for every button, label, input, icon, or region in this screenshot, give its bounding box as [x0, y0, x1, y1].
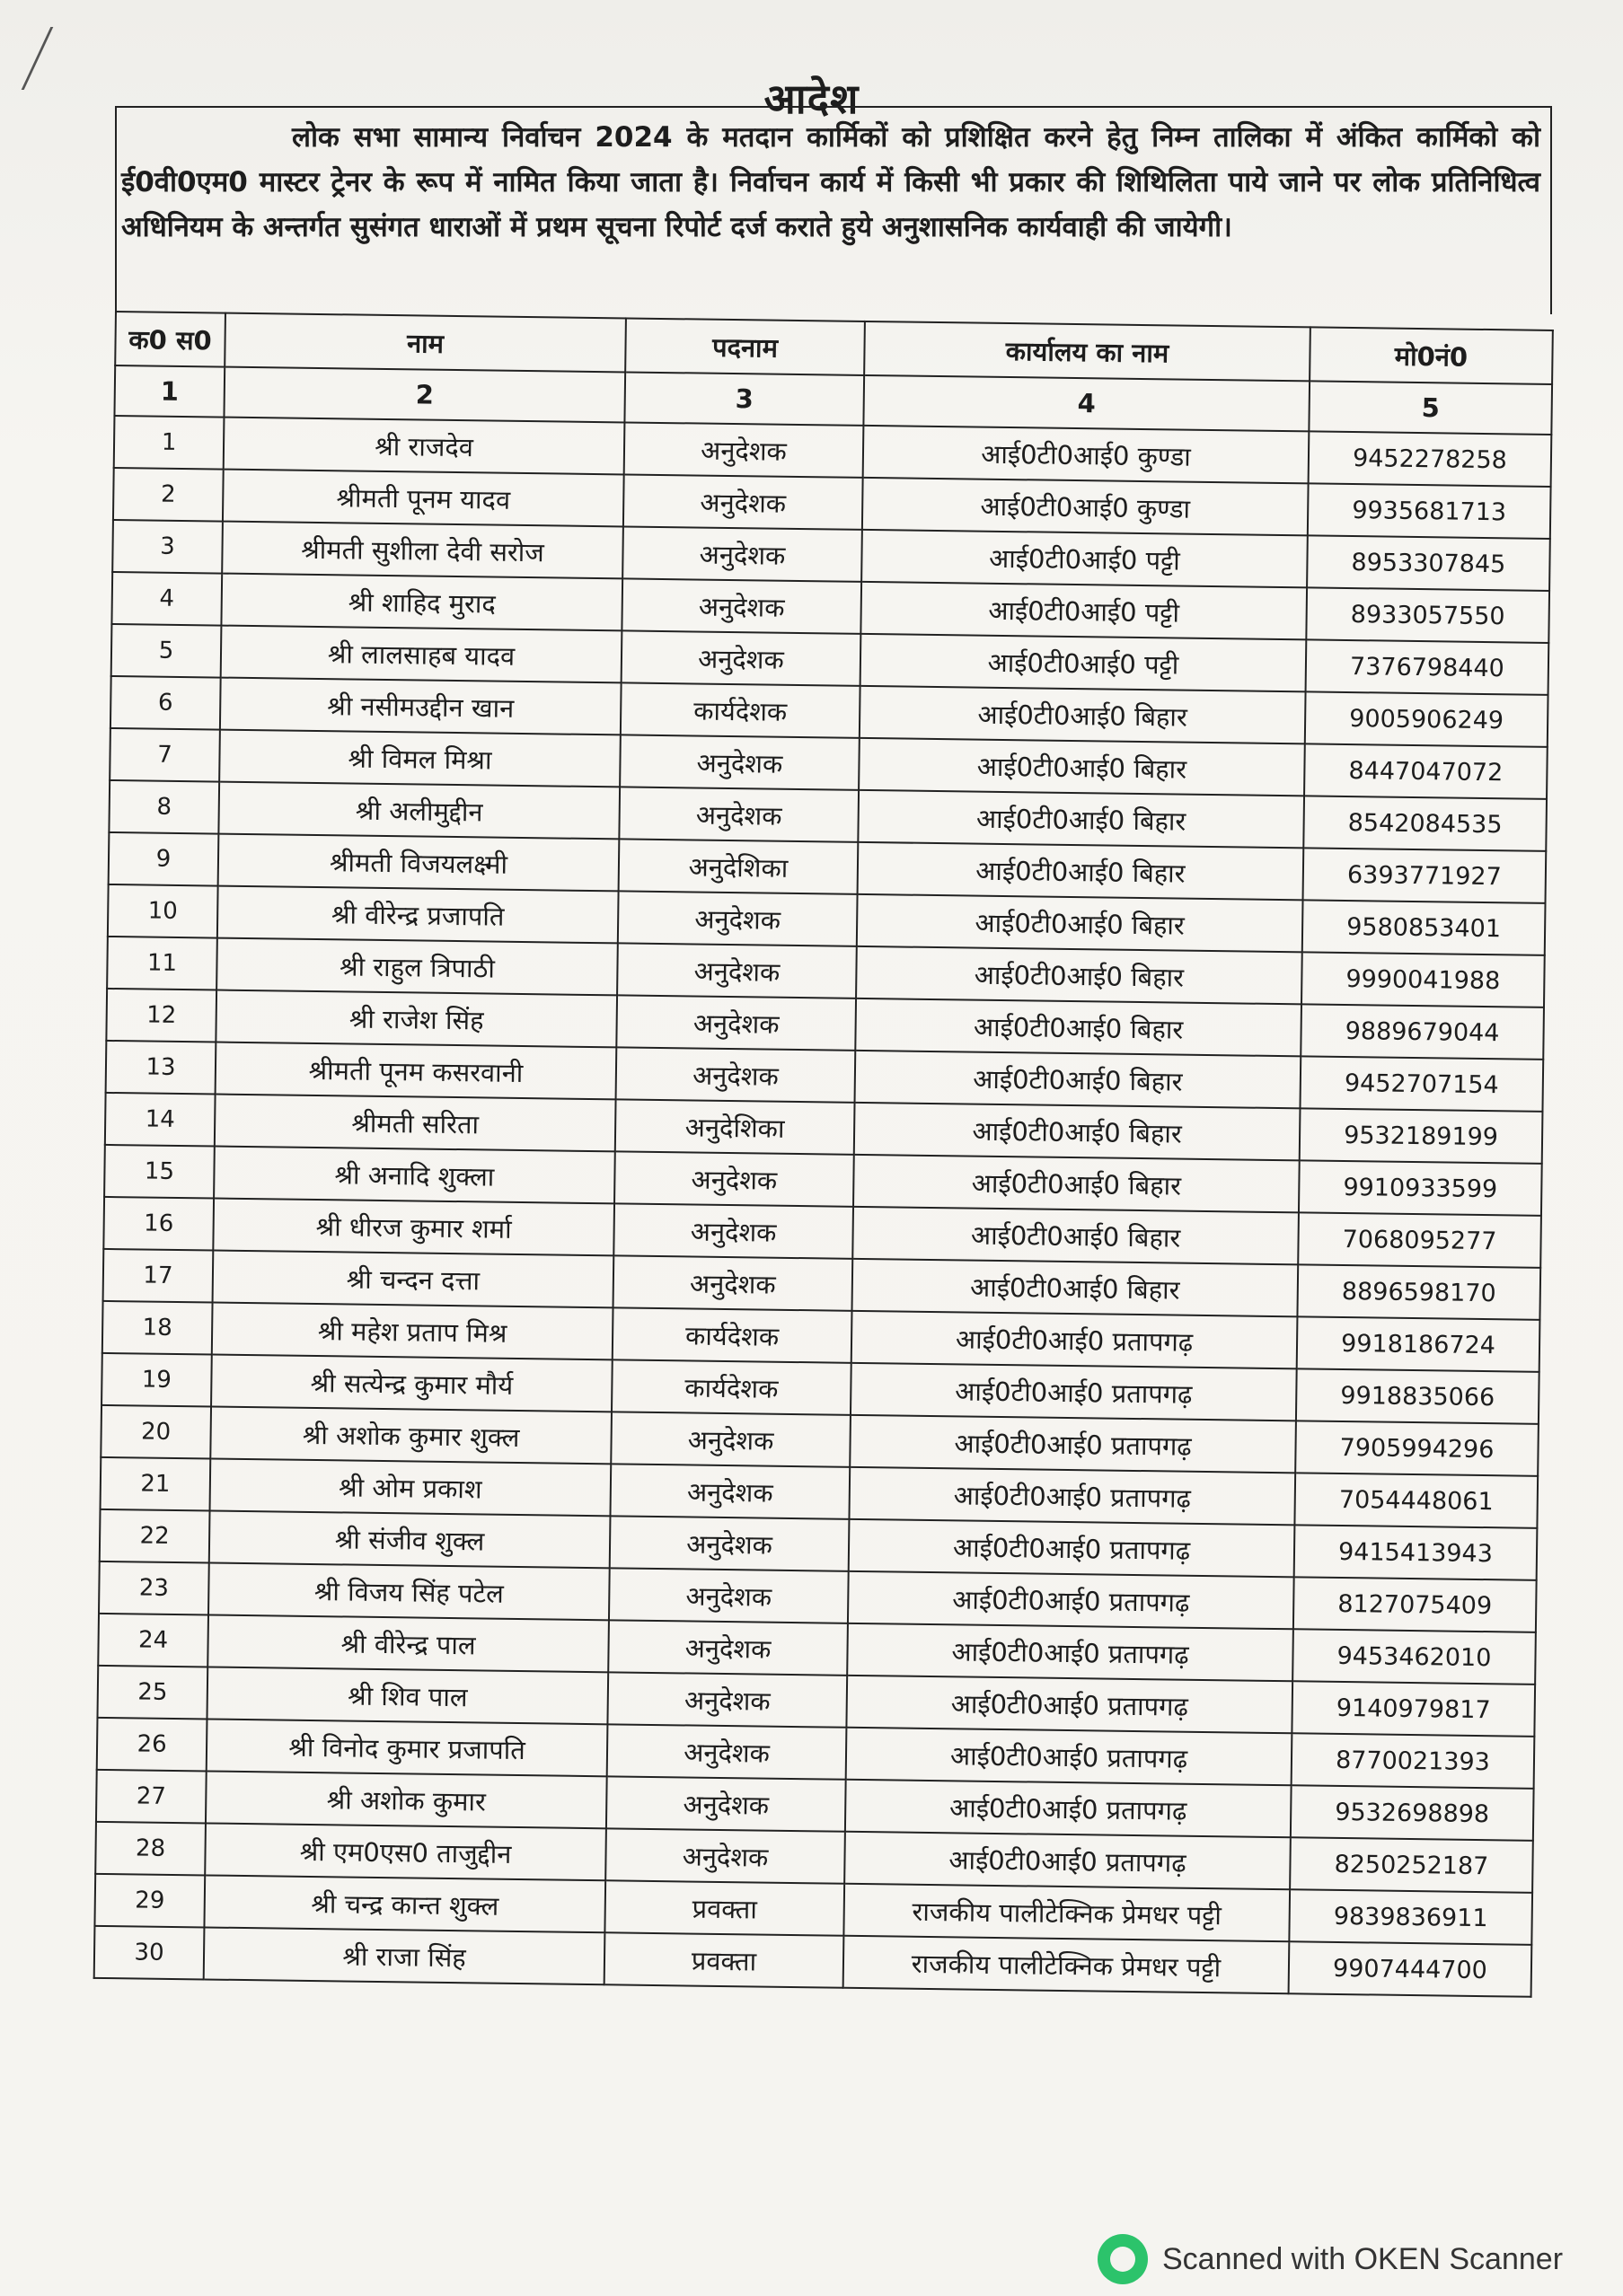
document-title: आदेश	[763, 75, 860, 123]
mobile-cell: 8896598170	[1297, 1264, 1540, 1320]
designation-cell: अनुदेशक	[614, 1151, 854, 1206]
designation-cell: अनुदेशक	[622, 578, 861, 633]
name-cell: श्री वीरेन्द्र प्रजापति	[217, 886, 619, 944]
serial-cell: 8	[109, 780, 219, 834]
trainer-table	[93, 311, 1554, 1998]
mobile-cell: 8542084535	[1303, 796, 1547, 851]
office-cell: आई0टी0आई0 बिहार	[852, 1207, 1299, 1264]
serial-cell: 1	[114, 416, 225, 470]
name-cell: श्रीमती सुशीला देवी सरोज	[222, 522, 623, 579]
office-cell: आई0टी0आई0 पट्टी	[860, 582, 1307, 639]
office-cell: आई0टी0आई0 बिहार	[854, 1103, 1301, 1160]
mobile-cell: 6393771927	[1303, 848, 1547, 903]
mobile-cell: 8933057550	[1306, 587, 1549, 643]
office-cell: आई0टी0आई0 बिहार	[858, 842, 1304, 900]
serial-cell: 2	[113, 468, 224, 522]
designation-cell: कार्यदेशक	[612, 1359, 851, 1414]
mobile-cell: 7068095277	[1298, 1212, 1541, 1268]
mobile-cell: 9453462010	[1292, 1629, 1536, 1685]
office-cell: आई0टी0आई0 प्रतापगढ़	[849, 1519, 1295, 1577]
designation-cell: अनुदेशक	[606, 1776, 846, 1831]
name-cell: श्री राजा सिंह	[204, 1927, 605, 1984]
serial-cell: 12	[106, 989, 216, 1042]
designation-cell: अनुदेशक	[623, 474, 863, 529]
serial-cell: 9	[109, 832, 219, 886]
office-cell: आई0टी0आई0 बिहार	[853, 1155, 1300, 1212]
name-cell: श्रीमती पूनम कसरवानी	[216, 1042, 617, 1100]
designation-cell: अनुदेशक	[613, 1255, 853, 1310]
header-name: नाम	[225, 313, 626, 373]
designation-cell: अनुदेशक	[605, 1828, 845, 1883]
mobile-cell: 7376798440	[1306, 639, 1549, 695]
serial-cell: 16	[103, 1197, 214, 1251]
serial-cell: 23	[99, 1561, 209, 1615]
serial-cell: 15	[104, 1145, 215, 1199]
serial-cell: 25	[97, 1666, 207, 1720]
office-cell: आई0टी0आई0 पट्टी	[860, 634, 1307, 691]
name-cell: श्री राजेश सिंह	[216, 990, 617, 1048]
serial-cell: 5	[111, 624, 222, 678]
name-cell: श्री धीरज कुमार शर्मा	[213, 1199, 614, 1256]
designation-cell: अनुदेशिका	[619, 839, 859, 893]
serial-cell: 24	[98, 1614, 208, 1667]
designation-cell: अनुदेशक	[610, 1464, 850, 1518]
mobile-cell: 7054448061	[1294, 1473, 1538, 1528]
office-cell: आई0टी0आई0 कुण्डा	[862, 478, 1309, 535]
office-cell: आई0टी0आई0 बिहार	[855, 998, 1301, 1056]
office-cell: आई0टी0आई0 बिहार	[856, 946, 1302, 1004]
office-cell: आई0टी0आई0 प्रतापगढ़	[849, 1467, 1295, 1525]
designation-cell: अनुदेशक	[608, 1620, 848, 1675]
serial-cell: 10	[108, 884, 218, 938]
name-cell: श्री नसीमउद्दीन खान	[220, 678, 622, 735]
office-cell: आई0टी0आई0 बिहार	[857, 894, 1303, 952]
office-cell: राजकीय पालीटेक्निक प्रेमधर पट्टी	[843, 1936, 1290, 1993]
name-cell: श्री राजदेव	[224, 418, 625, 475]
name-cell: श्री शिव पाल	[207, 1667, 608, 1724]
serial-cell: 21	[101, 1457, 211, 1511]
serial-cell: 27	[96, 1770, 207, 1824]
header-serial: क0 स0	[115, 312, 225, 367]
office-cell: आई0टी0आई0 बिहार	[860, 686, 1306, 743]
mobile-cell: 9580853401	[1302, 900, 1546, 955]
scanner-watermark	[1098, 2234, 1563, 2284]
mobile-cell: 8953307845	[1307, 535, 1550, 591]
serial-cell: 29	[94, 1874, 205, 1928]
mobile-cell: 9990041988	[1301, 952, 1545, 1007]
office-cell: आई0टी0आई0 प्रतापगढ़	[851, 1311, 1298, 1368]
mobile-cell: 9918835066	[1296, 1368, 1539, 1424]
serial-cell: 17	[103, 1249, 214, 1303]
mobile-cell: 9907444700	[1289, 1941, 1532, 1997]
name-cell: श्री संजीव शुक्ल	[209, 1510, 611, 1568]
designation-cell: प्रवक्ता	[604, 1932, 844, 1987]
office-cell: आई0टी0आई0 बिहार	[855, 1051, 1301, 1108]
office-cell: आई0टी0आई0 प्रतापगढ़	[845, 1780, 1292, 1837]
designation-cell: प्रवक्ता	[604, 1880, 844, 1935]
office-cell: आई0टी0आई0 कुण्डा	[863, 426, 1310, 483]
serial-cell: 4	[111, 572, 222, 626]
name-cell: श्री अनादि शुक्ला	[214, 1147, 615, 1204]
name-cell: श्री चन्द्र कान्त शुक्ल	[204, 1875, 605, 1932]
mobile-cell: 9005906249	[1305, 691, 1548, 747]
mobile-cell: 9935681713	[1308, 483, 1551, 539]
office-cell: राजकीय पालीटेक्निक प्रेमधर पट्टी	[843, 1884, 1290, 1941]
name-cell: श्री चन्दन दत्ता	[213, 1251, 614, 1308]
mobile-cell: 9140979817	[1292, 1681, 1535, 1737]
header-office: कार्यालय का नाम	[864, 321, 1310, 381]
office-cell: आई0टी0आई0 प्रतापगढ़	[846, 1728, 1292, 1785]
name-cell: श्री विनोद कुमार प्रजापति	[207, 1719, 608, 1776]
mobile-cell: 9910933599	[1299, 1160, 1542, 1216]
designation-cell: अनुदेशक	[618, 891, 858, 946]
office-cell: आई0टी0आई0 प्रतापगढ़	[848, 1571, 1294, 1629]
designation-cell: अनुदेशक	[616, 1047, 856, 1102]
designation-cell: अनुदेशक	[613, 1203, 853, 1258]
mobile-cell: 8770021393	[1292, 1733, 1535, 1789]
name-cell: श्री लालसाहब यादव	[221, 626, 622, 683]
name-cell: श्री विमल मिश्रा	[219, 730, 621, 787]
name-cell: श्री ओम प्रकाश	[210, 1459, 612, 1517]
mobile-cell: 8447047072	[1304, 743, 1548, 799]
mobile-cell: 9532698898	[1291, 1785, 1534, 1841]
mobile-cell: 9452707154	[1300, 1056, 1543, 1112]
designation-cell: कार्यदेशक	[621, 682, 860, 737]
designation-cell: अनुदेशिका	[615, 1099, 855, 1154]
serial-cell: 22	[100, 1509, 210, 1563]
serial-cell: 30	[94, 1926, 205, 1980]
office-cell: आई0टी0आई0 प्रतापगढ़	[851, 1363, 1297, 1421]
office-cell: आई0टी0आई0 प्रतापगढ़	[850, 1415, 1296, 1473]
header-mobile: मो0नं0	[1310, 327, 1553, 384]
designation-cell: कार्यदेशक	[613, 1307, 852, 1362]
header-designation: पदनाम	[625, 318, 865, 374]
serial-cell: 18	[102, 1301, 213, 1355]
mobile-cell: 8127075409	[1293, 1577, 1537, 1632]
column-number: 5	[1309, 381, 1552, 435]
name-cell: श्री एम0एस0 ताजुद्दीन	[205, 1823, 606, 1880]
serial-cell: 6	[110, 676, 221, 730]
office-cell: आई0टी0आई0 बिहार	[859, 738, 1305, 796]
mobile-cell: 9452278258	[1309, 431, 1552, 487]
name-cell: श्रीमती विजयलक्ष्मी	[218, 834, 620, 892]
serial-cell: 3	[112, 520, 223, 574]
scanner-watermark-text: Scanned with OKEN Scanner	[1162, 2241, 1564, 2276]
name-cell: श्री राहुल त्रिपाठी	[216, 938, 618, 996]
designation-cell: अनुदेशक	[609, 1568, 849, 1623]
mobile-cell: 9839836911	[1289, 1889, 1532, 1945]
name-cell: श्रीमती सरिता	[215, 1095, 616, 1152]
mobile-cell: 9532189199	[1300, 1108, 1543, 1164]
office-cell: आई0टी0आई0 पट्टी	[861, 530, 1308, 587]
designation-cell: अनुदेशक	[622, 630, 861, 685]
office-cell: आई0टी0आई0 बिहार	[851, 1259, 1298, 1316]
mobile-cell: 8250252187	[1290, 1837, 1533, 1893]
name-cell: श्री महेश प्रताप मिश्र	[212, 1303, 613, 1360]
designation-cell: अनुदेशक	[607, 1724, 847, 1779]
office-cell: आई0टी0आई0 बिहार	[858, 790, 1304, 848]
serial-cell: 28	[95, 1822, 206, 1876]
designation-cell: अनुदेशक	[611, 1412, 851, 1466]
designation-cell: अनुदेशक	[619, 787, 859, 841]
name-cell: श्री अशोक कुमार	[206, 1771, 607, 1828]
designation-cell: अनुदेशक	[616, 995, 856, 1050]
name-cell: श्रीमती पूनम यादव	[223, 470, 624, 527]
office-cell: आई0टी0आई0 प्रतापगढ़	[847, 1623, 1293, 1681]
designation-cell: अनुदेशक	[622, 526, 862, 581]
name-cell: श्री विजय सिंह पटेल	[208, 1562, 610, 1620]
name-cell: श्री सत्येन्द्र कुमार मौर्य	[211, 1355, 613, 1412]
serial-cell: 14	[105, 1093, 216, 1147]
serial-cell: 26	[97, 1718, 207, 1772]
serial-cell: 19	[101, 1353, 212, 1407]
order-paragraph	[121, 115, 1540, 250]
serial-cell: 11	[107, 937, 217, 990]
oken-scanner-logo-icon	[1098, 2234, 1148, 2284]
column-number: 1	[114, 365, 225, 418]
serial-cell: 7	[110, 728, 220, 782]
designation-cell: अनुदेशक	[624, 422, 864, 477]
serial-cell: 13	[106, 1041, 216, 1095]
mobile-cell: 9918186724	[1297, 1316, 1540, 1372]
office-cell: आई0टी0आई0 प्रतापगढ़	[846, 1676, 1292, 1733]
mobile-cell: 7905994296	[1295, 1421, 1539, 1476]
order-paragraph-text: लोक सभा सामान्य निर्वाचन 2024 के मतदान कार्मिकों को प्रशिक्षित करने हेतु निम्न तालिका में अंकित कार्मिको को ई0वी0एम0 मास्टर ट्रेनर के रूप में नामित किया जाता है। निर्वाचन कार्य में किसी भी प्रकार की शिथिलिता पाये जाने पर लोक प्रतिनिधित्व अधिनियम के अन्तर्गत सुसंगत धाराओं में प्रथम सूचना रिपोर्ट दर्ज कराते हुये अनुशासनिक कार्यवाही की जायेगी।	[121, 121, 1540, 243]
mobile-cell: 9415413943	[1294, 1525, 1538, 1580]
mobile-cell: 9889679044	[1301, 1004, 1544, 1060]
column-number: 4	[863, 375, 1310, 431]
serial-cell: 20	[101, 1405, 211, 1459]
name-cell: श्री वीरेन्द्र पाल	[207, 1614, 609, 1672]
designation-cell: अनुदेशक	[620, 735, 860, 789]
column-number: 2	[224, 367, 625, 423]
name-cell: श्री शाहिद मुराद	[221, 574, 622, 631]
office-cell: आई0टी0आई0 प्रतापगढ़	[844, 1832, 1291, 1889]
name-cell: श्री अशोक कुमार शुक्ल	[210, 1407, 612, 1465]
designation-cell: अनुदेशक	[607, 1672, 847, 1727]
name-cell: श्री अलीमुद्दीन	[218, 782, 620, 840]
designation-cell: अनुदेशक	[617, 943, 857, 998]
column-number: 3	[624, 372, 864, 425]
designation-cell: अनुदेशक	[610, 1516, 850, 1570]
